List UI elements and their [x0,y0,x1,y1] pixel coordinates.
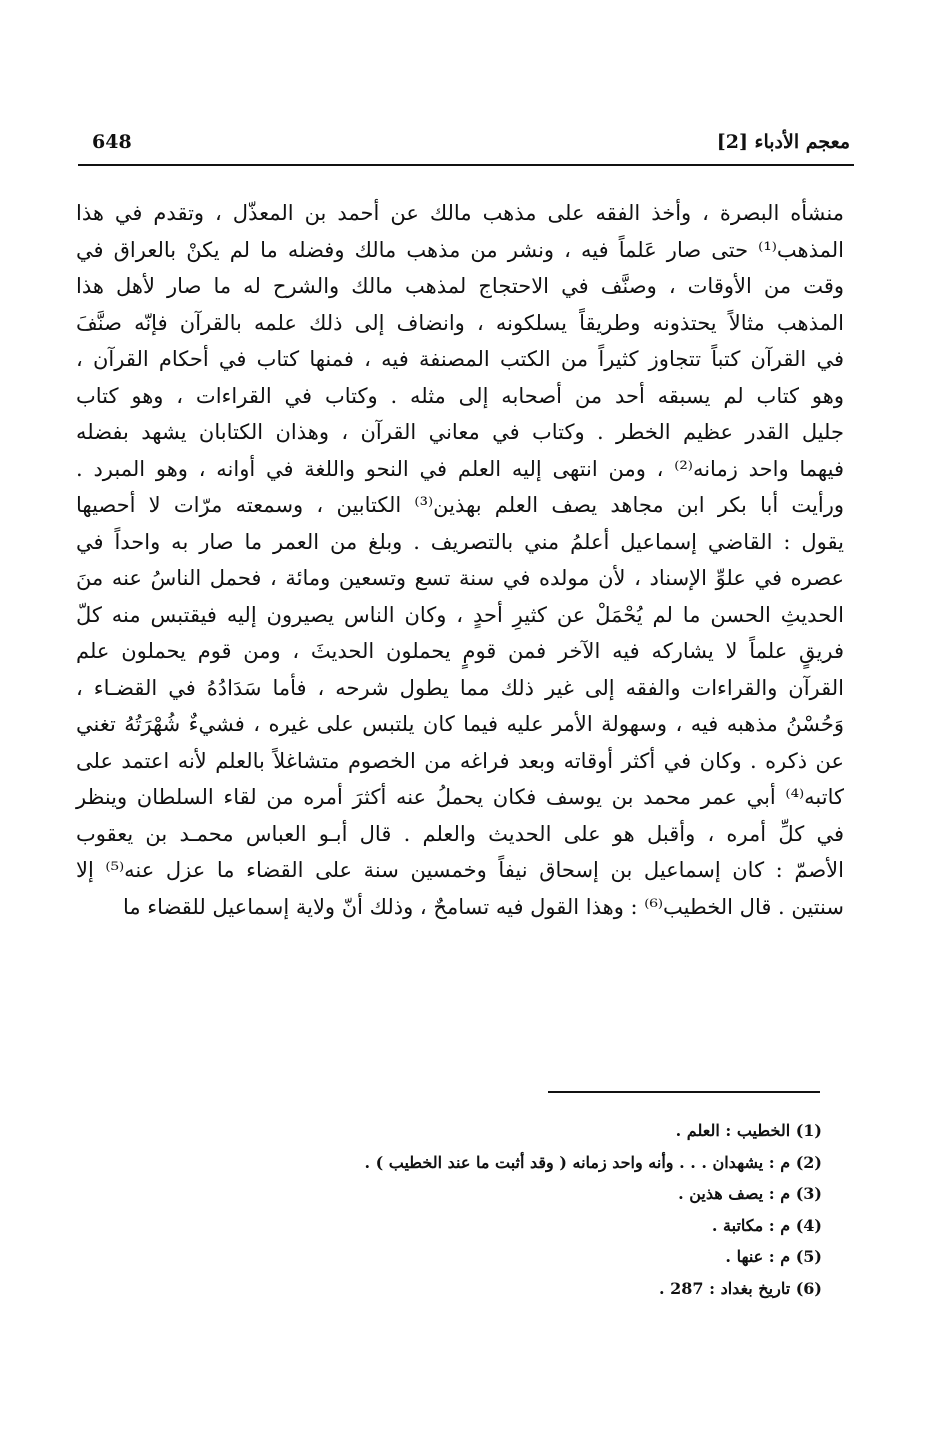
text-line: ورأيت أبا بكر ابن مجاهد يصف العلم بهذين⁽³⁾ الكتابين ، وسمعته مرّات لا أحصيها [76,493,844,517]
footnote-separator [548,1091,820,1093]
text-line: في كلِّ أمره ، وأقبل هو على الحديث والعلم . قال أبـو العباس محمـد بن يعقوب [76,821,844,846]
body-text [76,195,844,925]
footnote-6: (6) تاريخ بغداد : 287 . [659,1278,822,1298]
text-line: عن ذكره . وكان في أكثر أوقاته وبعد فراغه من الخصوم متشاغلاً بالعلم لأنه اعتمد على [76,748,844,773]
footnote-1: (1) الخطيب : العلم . [675,1121,822,1140]
text-line: القرآن والقراءات والفقه إلى غير ذلك مما يطول شرحه ، فأما سَدَادُهُ في القضـاء ، [76,675,844,700]
text-line: وَحُسْنُ مذهبه فيه ، وسهولة الأمر عليه فيما كان يلتبس على غيره ، فشيءٌ شُهْرَتُهُ تغني [76,712,844,736]
text-line: عصره في علوِّ الإسناد ، لأن مولده في سنة تسع وتسعين ومائة ، فحمل الناسُ عنه منَ [76,566,844,590]
text-line: سنتين . قال الخطيب⁽⁶⁾ : وهذا القول فيه تسامحٌ ، وذلك أنّ ولاية إسماعيل للقضاء ما [122,894,844,919]
text-line: وقت من الأوقات ، وصنَّف في الاحتجاج لمذهب مالك والشرح له ما صار لأهل هذا [76,274,844,298]
text-line: وهو كتاب لم يسبقه أحد من أصحابه إلى مثله . وكتاب في القراءات ، وهو كتاب [76,383,844,408]
book-title: معجم الأدباء [2] [716,131,850,153]
footnote-5: (5) م : عنها . [725,1247,822,1266]
text-line: جليل القدر عظيم الخطر . وكتاب في معاني القرآن ، وهذان الكتابان يشهد بفضله [76,420,844,444]
text-line: المذهب مثالاً يحتذونه وطريقاً يسلكونه ، وانضاف إلى ذلك علمه بالقرآن فإنّه صنَّفَ [76,310,844,335]
footnote-2: (2) م : يشهدان . . . وأنه واحد زمانه ( وقد أثبت ما عند الخطيب ) . [364,1152,822,1172]
footnotes [202,1115,822,1304]
footnote-3: (3) م : يصف هذين . [678,1184,822,1203]
text-line: فريقٍ علماً لا يشاركه فيه الآخر فمن قومٍ يحملون الحديثَ ، ومن قوم يحملون علم [76,639,844,663]
text-line: فيهما واحد زمانه⁽²⁾ ، ومن انتهى إليه العلم في النحو واللغة في أوانه ، وهو المبرد . [76,456,844,481]
text-line: يقول : القاضي إسماعيل أعلمُ مني بالتصريف . وبلغ من العمر ما صار به واحداً في [76,529,844,554]
text-line: الحديثِ الحسن ما لم يُحْمَلْ عن كثيرِ أحدٍ ، وكان الناس يصيرون إليه فيقتبس منه كلّ [76,602,844,627]
text-line: منشأه البصرة ، وأخذ الفقه على مذهب مالك عن أحمد بن المعذّل ، وتقدم في هذا [76,201,844,225]
footnote-4: (4) م : مكاتبة . [711,1215,822,1235]
text-line: كاتبه⁽⁴⁾ أبي عمر محمد بن يوسف فكان يحملُ عنه أكثرَ أمره من لقاء السلطان وينظر [76,785,844,809]
text-line: في القرآن كتباً تتجاوز كثيراً من الكتب المصنفة فيه ، فمنها كتاب في أحكام القرآن ، [76,347,844,371]
text-line: المذهب⁽¹⁾ حتى صار عَلماً فيه ، ونشر من مذهب مالك وفضله ما لم يكنْ بالعراق في [76,237,844,262]
header-rule [78,164,854,166]
page-number: 648 [92,131,132,153]
text-line: الأصمّ : كان إسماعيل بن إسحاق نيفاً وخمسين سنة على القضاء ما عزل عنه⁽⁵⁾ إلا [76,858,844,882]
